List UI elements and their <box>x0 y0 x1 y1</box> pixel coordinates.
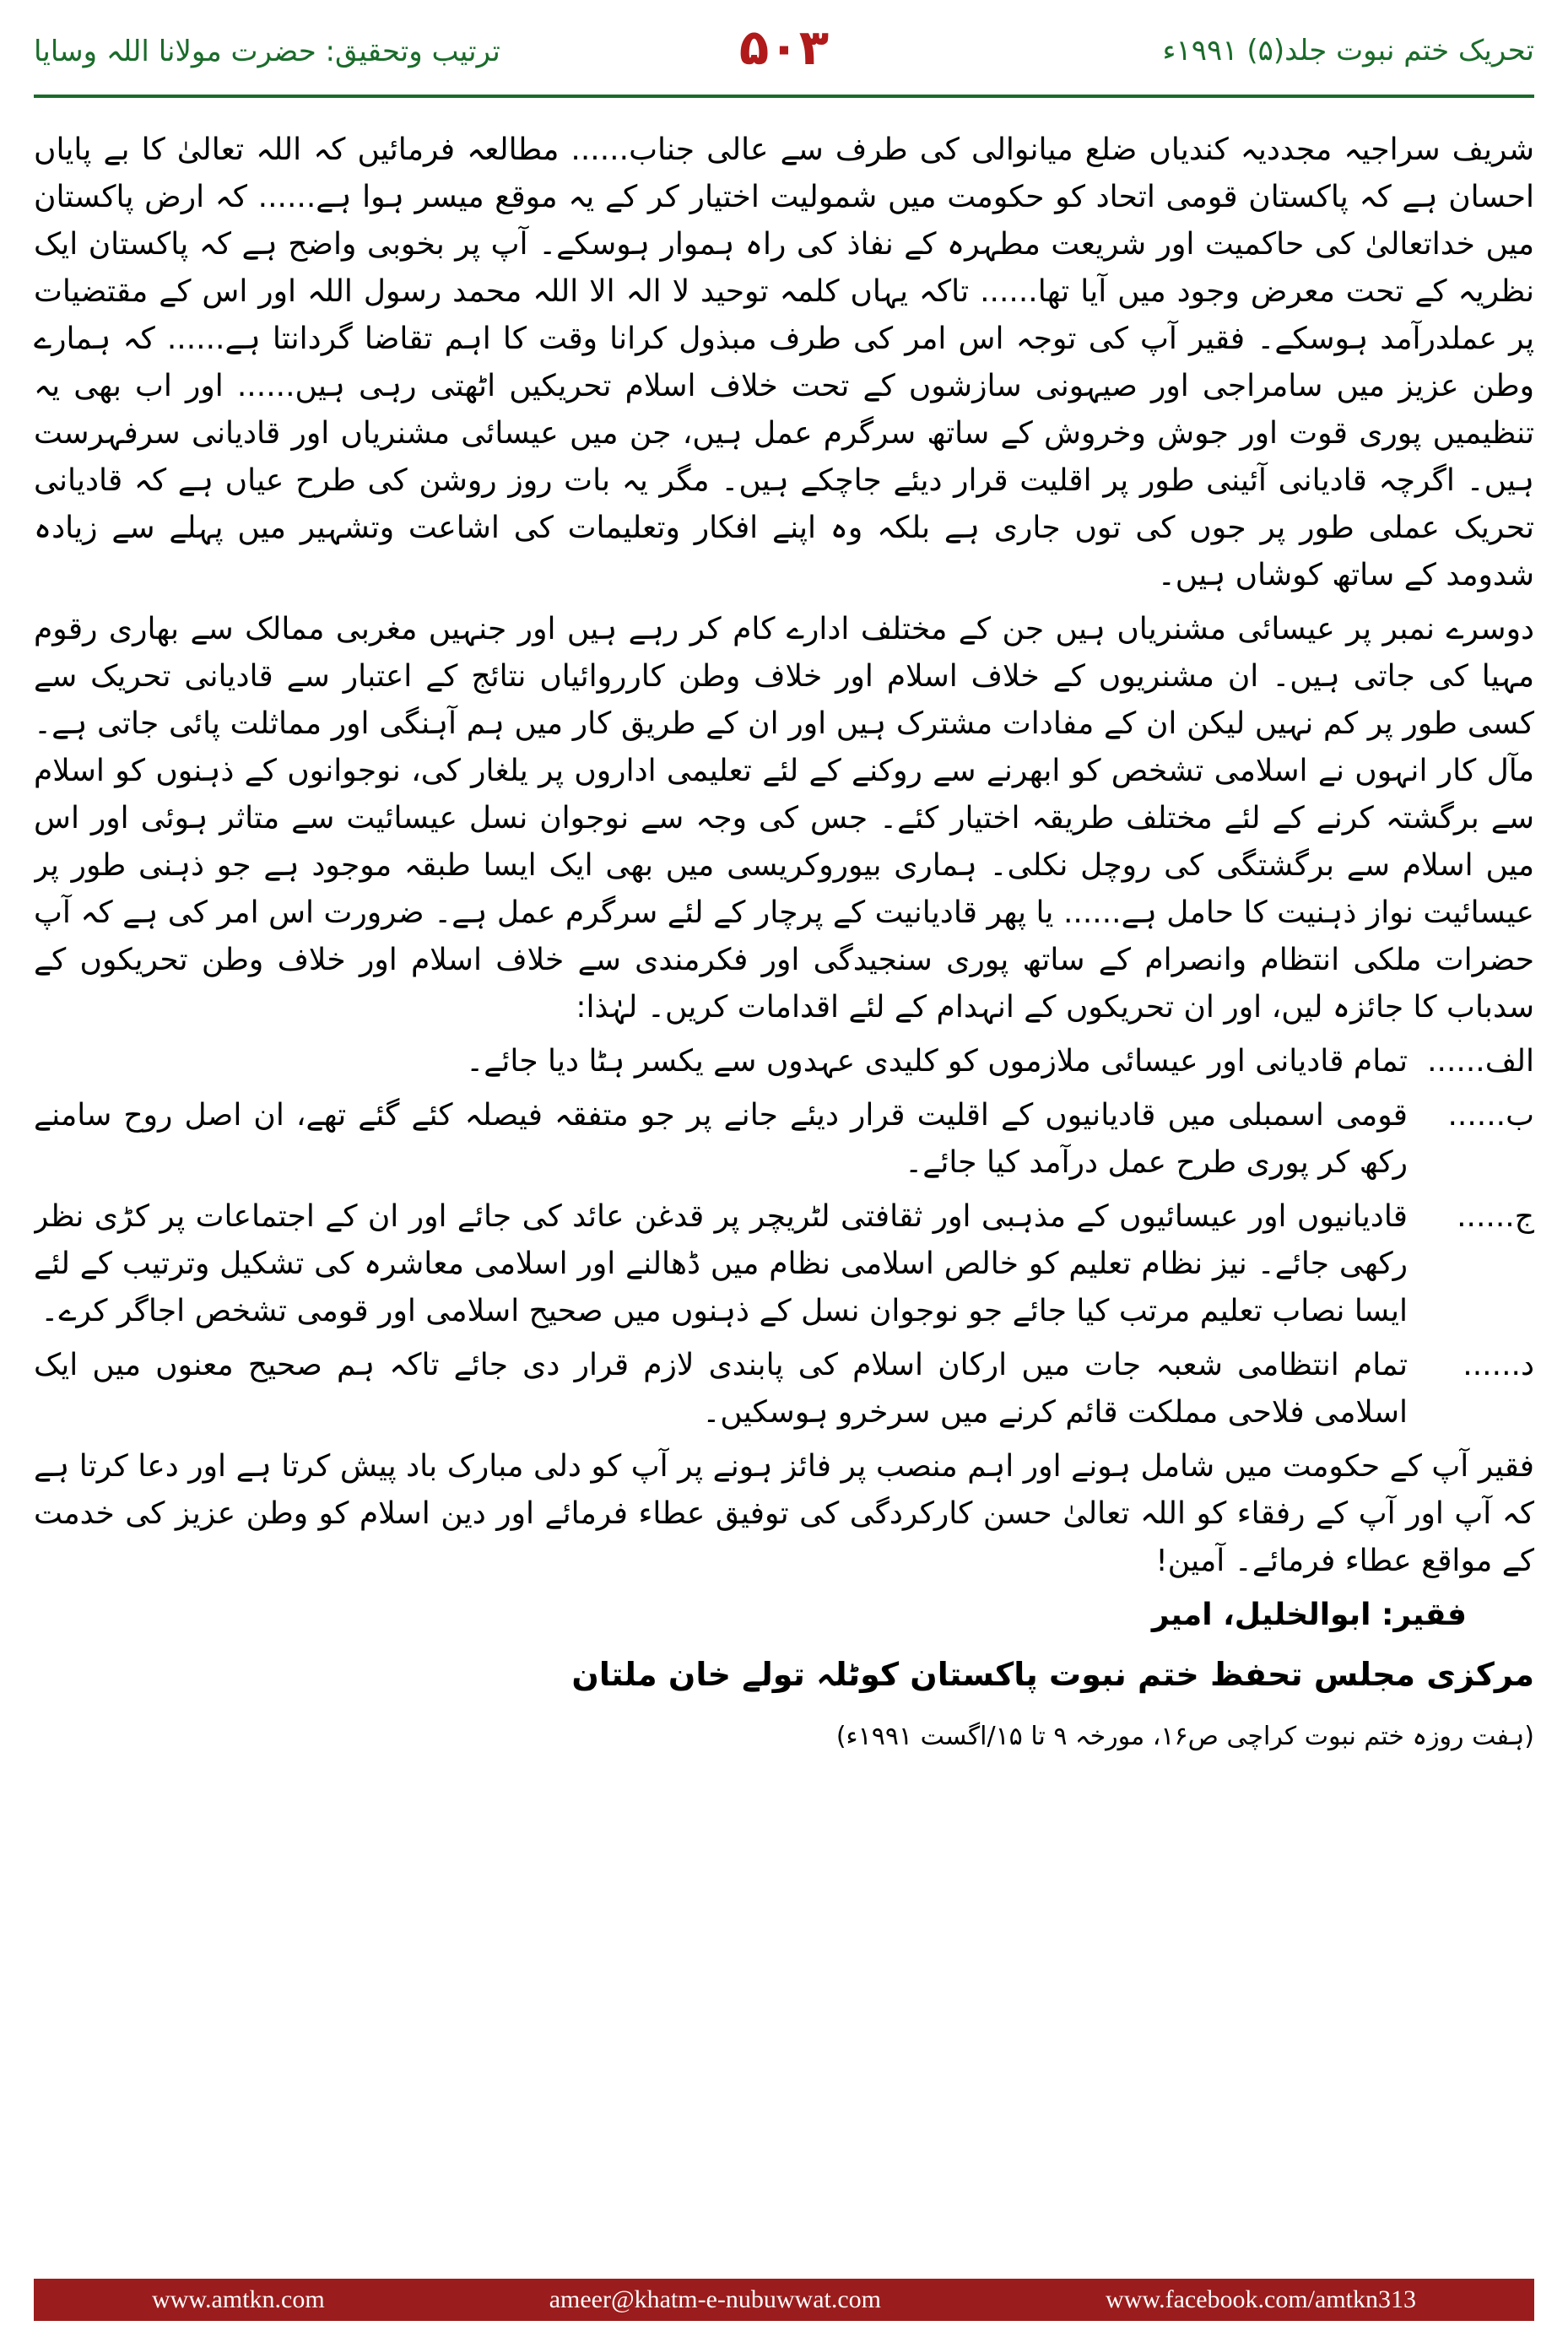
paragraph: شریف سراجیہ مجددیہ کندیاں ضلع میانوالی کی طرف سے عالی جناب...... مطالعہ فرمائیں کہ اللہ تعالیٰ کا بے پایاں احسان ہے کہ پاکستان قومی اتحاد کو حکومت میں شمولیت اختیار کر کے یہ موقع میسر ہوا ہے...... کہ ارض پاکستان میں خداتعالیٰ کی حاکمیت اور شریعت مطہرہ کے نفاذ کی راہ ہموار ہوسکے۔ آپ پر بخوبی واضح ہے کہ پاکستان ایک نظریہ کے تحت معرض وجود میں آیا تھا...... تاکہ یہاں کلمہ توحید لا الہ الا اللہ محمد رسول اللہ اور اس کے مقتضیات پر عملدرآمد ہوسکے۔ فقیر آپ کی توجہ اس امر کی طرف مبذول کرانا وقت کا اہم تقاضا گردانتا ہے...... کہ ہمارے وطن عزیز میں سامراجی اور صیہونی سازشوں کے تحت خلاف اسلام تحریکیں اٹھتی رہی ہیں...... اور اب بھی یہ تنظیمیں پوری قوت اور جوش وخروش کے ساتھ سرگرم عمل ہیں، جن میں عیسائی مشنریاں اور قادیانی سرفہرست ہیں۔ اگرچہ قادیانی آئینی طور پر اقلیت قرار دیئے جاچکے ہیں۔ مگر یہ بات روز روشن کی طرح عیاں ہے کہ قادیانی تحریک عملی طور پر جوں کی توں جاری ہے بلکہ وہ اپنے افکار وتعلیمات کی اشاعت وتشہیر میں پہلے سے زیادہ شدومد کے ساتھ کوشاں ہیں۔ <box>34 133 1534 592</box>
item-text: قادیانیوں اور عیسائیوں کے مذہبی اور ثقافتی لٹریچر پر قدغن عائد کی جائے اور ان کے اجتماعات پر کڑی نظر رکھی جائے۔ نیز نظام تعلیم کو خالص اسلامی نظام میں ڈھالنے اور اسلامی معاشرہ کی تشکیل وترتیب کے لئے ایسا نصاب تعلیم مرتب کیا جائے جو نوجوان نسل کے ذہنوں میں صحیح اسلامی اور قومی تشخص اجاگر کرے۔ <box>34 1199 1408 1328</box>
demand-item <box>34 1342 1534 1436</box>
item-label: ج...... <box>1457 1199 1534 1234</box>
article-body <box>34 127 1534 2237</box>
item-label: الف...... <box>1427 1044 1534 1079</box>
demand-item <box>34 1038 1534 1085</box>
footer-website-link[interactable]: www.amtkn.com <box>152 2285 325 2313</box>
item-text: تمام انتظامی شعبہ جات میں ارکان اسلام کی پابندی لازم قرار دی جائے تاکہ ہم صحیح معنوں میں ایک اسلامی فلاحی مملکت قائم کرنے میں سرخرو ہوسکیں۔ <box>34 1348 1408 1430</box>
source-citation: (ہفت روزہ ختم نبوت کراچی ص۱۶، مورخہ ۹ تا ۱۵/اگست ۱۹۹۱ء) <box>835 1722 1534 1751</box>
closing-paragraph: فقیر آپ کے حکومت میں شامل ہونے اور اہم منصب پر فائز ہونے پر آپ کو دلی مبارک باد پیش کرتا ہے اور دعا کرتا ہے کہ آپ اور آپ کے رفقاء کو اللہ تعالیٰ حسن کارکردگی کی توفیق عطاء فرمائے اور دین اسلام کو وطن عزیز کی خدمت کے مواقع عطاء فرمائے۔ آمین! <box>34 1449 1534 1578</box>
header-divider <box>34 95 1534 98</box>
compiler-credit: ترتیب وتحقیق: حضرت مولانا اللہ وسایا <box>34 35 500 68</box>
item-text: تمام قادیانی اور عیسائی ملازموں کو کلیدی عہدوں سے یکسر ہٹا دیا جائے۔ <box>466 1044 1408 1079</box>
signatory-name: فقیر: ابوالخلیل، امیر <box>1151 1598 1467 1632</box>
paragraph: دوسرے نمبر پر عیسائی مشنریاں ہیں جن کے مختلف ادارے کام کر رہے ہیں اور جنہیں مغربی ممالک سے بھاری رقوم مہیا کی جاتی ہیں۔ ان مشنریوں کے خلاف اسلام اور خلاف وطن کارروائیاں نتائج کے اعتبار سے قادیانی تحریک سے کسی طور پر کم نہیں لیکن ان کے مفادات مشترک ہیں اور ان کے طریق کار میں ہم آہنگی اور مماثلت پائی جاتی ہے۔ مآل کار انہوں نے اسلامی تشخص کو ابھرنے سے روکنے کے لئے تعلیمی اداروں پر یلغار کی، نوجوانوں کے ذہنوں کو اسلام سے برگشتہ کرنے کے لئے مختلف طریقہ اختیار کئے۔ جس کی وجہ سے نوجوان نسل عیسائیت سے متاثر ہوئی اور اس میں اسلام سے برگشتگی کی روچل نکلی۔ ہماری بیوروکریسی میں بھی ایک ایسا طبقہ موجود ہے جو ذہنی طور پر عیسائیت نواز ذہنیت کا حامل ہے...... یا پھر قادیانیت کے پرچار کے لئے سرگرم عمل ہے۔ ضرورت اس امر کی ہے کہ آپ حضرات ملکی انتظام وانصرام کے ساتھ پوری سنجیدگی اور فکرمندی سے خلاف اسلام اور خلاف وطن تحریکوں کے سدباب کا جائزہ لیں، اور ان تحریکوں کے انہدام کے لئے اقدامات کریں۔ لہٰذا: <box>34 612 1534 1025</box>
page-number: ۵۰۳ <box>738 19 830 76</box>
footer-facebook-link[interactable]: www.facebook.com/amtkn313 <box>1106 2285 1416 2313</box>
demand-item <box>34 1092 1534 1187</box>
footer-email-link[interactable]: ameer@khatm-e-nubuwwat.com <box>549 2285 882 2313</box>
item-label: د...... <box>1463 1348 1534 1382</box>
page-footer <box>34 2279 1534 2321</box>
series-title: تحریک ختم نبوت جلد(۵) ۱۹۹۱ء <box>1162 34 1534 68</box>
page-header <box>0 0 1568 101</box>
item-text: قومی اسمبلی میں قادیانیوں کے اقلیت قرار دیئے جانے پر جو متفقہ فیصلہ کئے گئے تھے، ان اصل روح سامنے رکھ کر پوری طرح عمل درآمد کیا جائے۔ <box>34 1098 1408 1180</box>
signatory-organization: مرکزی مجلس تحفظ ختم نبوت پاکستان کوٹلہ تولے خان ملتان <box>571 1656 1534 1693</box>
demand-item <box>34 1193 1534 1335</box>
item-label: ب...... <box>1447 1098 1534 1133</box>
